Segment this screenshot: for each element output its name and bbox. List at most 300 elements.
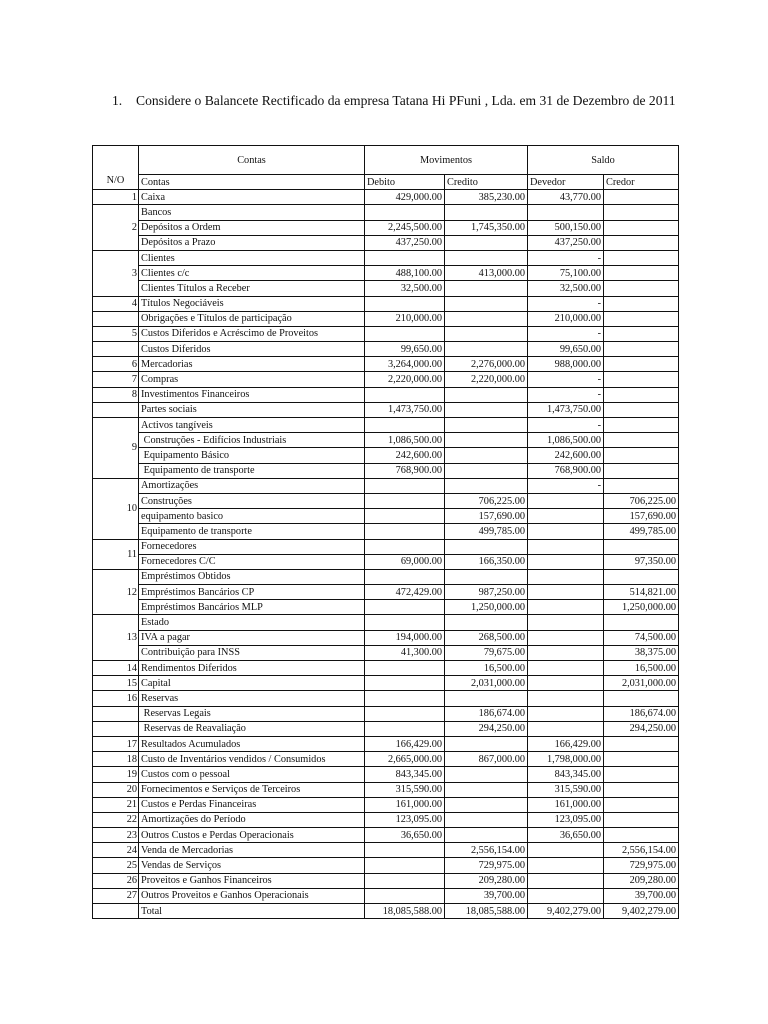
- table-row: [93, 539, 679, 554]
- table-row: [93, 797, 679, 812]
- table-row: [93, 220, 679, 235]
- credit-value: 18,085,588.00: [445, 904, 528, 919]
- debit-balance-value: 843,345.00: [528, 767, 604, 782]
- account-name: Fornecimentos e Serviços de Terceiros: [139, 782, 365, 797]
- credit-value: 2,031,000.00: [445, 676, 528, 691]
- debit-balance-value: 210,000.00: [528, 311, 604, 326]
- table-row: [93, 266, 679, 281]
- debit-value: [365, 326, 445, 341]
- credit-value: [445, 463, 528, 478]
- header-no: N/O: [93, 146, 139, 190]
- table-row: [93, 661, 679, 676]
- account-name: Venda de Mercadorias: [139, 843, 365, 858]
- debit-balance-value: 99,650.00: [528, 342, 604, 357]
- account-name: Reservas Legais: [139, 706, 365, 721]
- account-name: Compras: [139, 372, 365, 387]
- credit-value: 1,250,000.00: [445, 600, 528, 615]
- credit-value: 79,675.00: [445, 645, 528, 660]
- table-row: [93, 782, 679, 797]
- account-name: Equipamento Básico: [139, 448, 365, 463]
- account-name: Depósitos a Ordem: [139, 220, 365, 235]
- credit-value: [445, 797, 528, 812]
- credit-value: [445, 281, 528, 296]
- credit-value: 2,556,154.00: [445, 843, 528, 858]
- credit-balance-value: 97,350.00: [604, 554, 679, 569]
- debit-value: 315,590.00: [365, 782, 445, 797]
- table-row: [93, 387, 679, 402]
- table-row: [93, 250, 679, 265]
- table-row: [93, 569, 679, 584]
- row-number: 22: [93, 812, 139, 827]
- debit-value: [365, 676, 445, 691]
- credit-balance-value: [604, 463, 679, 478]
- row-number: 27: [93, 888, 139, 903]
- table-row: [93, 205, 679, 220]
- credit-balance-value: 39,700.00: [604, 888, 679, 903]
- debit-balance-value: 1,473,750.00: [528, 402, 604, 417]
- table-row: [93, 372, 679, 387]
- credit-balance-value: [604, 691, 679, 706]
- debit-balance-value: [528, 706, 604, 721]
- credit-balance-value: [604, 812, 679, 827]
- account-name: Amortizações do Período: [139, 812, 365, 827]
- debit-balance-value: [528, 524, 604, 539]
- credit-balance-value: 157,690.00: [604, 509, 679, 524]
- debit-balance-value: [528, 554, 604, 569]
- debit-value: [365, 387, 445, 402]
- credit-balance-value: [604, 220, 679, 235]
- debit-balance-value: [528, 691, 604, 706]
- debit-balance-value: [528, 509, 604, 524]
- credit-value: 166,350.00: [445, 554, 528, 569]
- row-number: 14: [93, 661, 139, 676]
- account-name: Equipamento de transporte: [139, 524, 365, 539]
- credit-value: [445, 812, 528, 827]
- debit-value: [365, 493, 445, 508]
- debit-balance-value: 242,600.00: [528, 448, 604, 463]
- credit-balance-value: 2,556,154.00: [604, 843, 679, 858]
- debit-balance-value: 123,095.00: [528, 812, 604, 827]
- credit-value: [445, 235, 528, 250]
- credit-balance-value: 16,500.00: [604, 661, 679, 676]
- credit-value: [445, 691, 528, 706]
- credit-balance-value: 499,785.00: [604, 524, 679, 539]
- account-name: Custos e Perdas Financeiras: [139, 797, 365, 812]
- table-row: [93, 706, 679, 721]
- account-name: Mercadorias: [139, 357, 365, 372]
- debit-balance-value: [528, 600, 604, 615]
- table-row: [93, 812, 679, 827]
- debit-balance-value: [528, 539, 604, 554]
- header-credor: Credor: [604, 175, 679, 190]
- account-name: Fornecedores: [139, 539, 365, 554]
- table-row: [93, 691, 679, 706]
- account-name: Estado: [139, 615, 365, 630]
- credit-balance-value: [604, 752, 679, 767]
- table-row: [93, 767, 679, 782]
- credit-balance-value: [604, 387, 679, 402]
- row-number: 17: [93, 736, 139, 751]
- table-row: [93, 342, 679, 357]
- account-name: Custos Diferidos e Acréscimo de Proveitos: [139, 326, 365, 341]
- row-number: 5: [93, 326, 139, 341]
- credit-value: [445, 615, 528, 630]
- account-name: Investimentos Financeiros: [139, 387, 365, 402]
- table-row: [93, 296, 679, 311]
- debit-value: [365, 600, 445, 615]
- header-saldo: Saldo: [528, 146, 679, 175]
- debit-value: 161,000.00: [365, 797, 445, 812]
- header-debito: Debito: [365, 175, 445, 190]
- table-row: [93, 600, 679, 615]
- debit-value: 488,100.00: [365, 266, 445, 281]
- account-name: Outros Custos e Perdas Operacionais: [139, 828, 365, 843]
- debit-value: [365, 569, 445, 584]
- debit-balance-value: 36,650.00: [528, 828, 604, 843]
- debit-value: 843,345.00: [365, 767, 445, 782]
- credit-value: 268,500.00: [445, 630, 528, 645]
- credit-value: [445, 418, 528, 433]
- credit-balance-value: [604, 569, 679, 584]
- table-row: [93, 585, 679, 600]
- account-name: Contribuição para INSS: [139, 645, 365, 660]
- credit-value: [445, 311, 528, 326]
- table-body: [93, 146, 679, 919]
- header-credito: Credito: [445, 175, 528, 190]
- debit-value: [365, 478, 445, 493]
- credit-value: [445, 782, 528, 797]
- credit-value: 16,500.00: [445, 661, 528, 676]
- table-row: [93, 433, 679, 448]
- debit-balance-value: 166,429.00: [528, 736, 604, 751]
- table-row: [93, 873, 679, 888]
- credit-balance-value: 514,821.00: [604, 585, 679, 600]
- credit-balance-value: 9,402,279.00: [604, 904, 679, 919]
- credit-balance-value: 729,975.00: [604, 858, 679, 873]
- credit-balance-value: 74,500.00: [604, 630, 679, 645]
- credit-value: 706,225.00: [445, 493, 528, 508]
- debit-balance-value: 75,100.00: [528, 266, 604, 281]
- row-number: 18: [93, 752, 139, 767]
- debit-value: 2,665,000.00: [365, 752, 445, 767]
- debit-value: [365, 706, 445, 721]
- table-row: [93, 645, 679, 660]
- debit-balance-value: [528, 569, 604, 584]
- credit-balance-value: [604, 478, 679, 493]
- account-name: Capital: [139, 676, 365, 691]
- debit-balance-value: [528, 585, 604, 600]
- credit-balance-value: [604, 433, 679, 448]
- table-row: [93, 630, 679, 645]
- debit-value: [365, 843, 445, 858]
- account-name: Total: [139, 904, 365, 919]
- account-name: Custo de Inventários vendidos / Consumidos: [139, 752, 365, 767]
- account-name: Custos Diferidos: [139, 342, 365, 357]
- table-row: [93, 326, 679, 341]
- table-row: [93, 554, 679, 569]
- credit-balance-value: [604, 190, 679, 205]
- credit-value: [445, 736, 528, 751]
- debit-value: [365, 615, 445, 630]
- row-number: 7: [93, 372, 139, 387]
- debit-balance-value: [528, 873, 604, 888]
- table-row: [93, 463, 679, 478]
- row-number: 26: [93, 873, 139, 888]
- debit-value: 472,429.00: [365, 585, 445, 600]
- credit-balance-value: [604, 418, 679, 433]
- debit-balance-value: [528, 721, 604, 736]
- credit-balance-value: [604, 615, 679, 630]
- header-devedor: Devedor: [528, 175, 604, 190]
- debit-balance-value: 315,590.00: [528, 782, 604, 797]
- credit-balance-value: [604, 372, 679, 387]
- debit-balance-value: [528, 661, 604, 676]
- account-name: Bancos: [139, 205, 365, 220]
- credit-value: 294,250.00: [445, 721, 528, 736]
- debit-value: [365, 721, 445, 736]
- credit-balance-value: 186,674.00: [604, 706, 679, 721]
- credit-balance-value: [604, 342, 679, 357]
- credit-balance-value: [604, 281, 679, 296]
- header-contas: Contas: [139, 146, 365, 175]
- debit-balance-value: 768,900.00: [528, 463, 604, 478]
- debit-value: [365, 250, 445, 265]
- debit-balance-value: 32,500.00: [528, 281, 604, 296]
- account-name: Rendimentos Diferidos: [139, 661, 365, 676]
- credit-balance-value: [604, 266, 679, 281]
- debit-value: [365, 418, 445, 433]
- credit-value: [445, 402, 528, 417]
- debit-value: [365, 691, 445, 706]
- account-name: Caixa: [139, 190, 365, 205]
- account-name: Proveitos e Ganhos Financeiros: [139, 873, 365, 888]
- row-number: 20: [93, 782, 139, 797]
- debit-balance-value: -: [528, 250, 604, 265]
- account-name: Outros Proveitos e Ganhos Operacionais: [139, 888, 365, 903]
- credit-value: 39,700.00: [445, 888, 528, 903]
- debit-value: [365, 858, 445, 873]
- credit-value: 987,250.00: [445, 585, 528, 600]
- account-name: Custos com o pessoal: [139, 767, 365, 782]
- account-name: Clientes Títulos a Receber: [139, 281, 365, 296]
- account-name: Partes sociais: [139, 402, 365, 417]
- debit-value: 166,429.00: [365, 736, 445, 751]
- trial-balance-table: [92, 145, 679, 919]
- question-number: 1.: [112, 93, 123, 108]
- debit-balance-value: 1,086,500.00: [528, 433, 604, 448]
- row-number: [93, 904, 139, 919]
- account-name: Empréstimos Bancários MLP: [139, 600, 365, 615]
- debit-balance-value: -: [528, 296, 604, 311]
- table-row: [93, 357, 679, 372]
- credit-value: [445, 828, 528, 843]
- credit-value: [445, 478, 528, 493]
- debit-balance-value: [528, 676, 604, 691]
- question: [112, 90, 682, 111]
- row-number: 25: [93, 858, 139, 873]
- debit-value: [365, 873, 445, 888]
- header-row-1: [93, 146, 679, 175]
- credit-balance-value: 209,280.00: [604, 873, 679, 888]
- credit-balance-value: [604, 296, 679, 311]
- question-text: Considere o Balancete Rectificado da empresa Tatana Hi PFuni , Lda. em 31 de Dezembro de 2011: [136, 93, 676, 108]
- table-row: [93, 524, 679, 539]
- debit-value: 242,600.00: [365, 448, 445, 463]
- table-row: [93, 828, 679, 843]
- table-row: [93, 493, 679, 508]
- credit-value: 413,000.00: [445, 266, 528, 281]
- table-row: [93, 888, 679, 903]
- row-number: 11: [93, 539, 139, 569]
- credit-balance-value: [604, 357, 679, 372]
- debit-value: 768,900.00: [365, 463, 445, 478]
- credit-value: [445, 569, 528, 584]
- table-row: [93, 478, 679, 493]
- row-number: 12: [93, 569, 139, 615]
- row-number: 21: [93, 797, 139, 812]
- row-number: 6: [93, 357, 139, 372]
- debit-value: [365, 888, 445, 903]
- debit-balance-value: 1,798,000.00: [528, 752, 604, 767]
- debit-balance-value: [528, 205, 604, 220]
- credit-value: 2,276,000.00: [445, 357, 528, 372]
- debit-value: 18,085,588.00: [365, 904, 445, 919]
- debit-value: 2,245,500.00: [365, 220, 445, 235]
- row-number: [93, 311, 139, 326]
- table-row: [93, 281, 679, 296]
- row-number: 4: [93, 296, 139, 311]
- credit-value: 1,745,350.00: [445, 220, 528, 235]
- account-name: Clientes: [139, 250, 365, 265]
- credit-balance-value: 1,250,000.00: [604, 600, 679, 615]
- debit-balance-value: [528, 843, 604, 858]
- credit-value: 867,000.00: [445, 752, 528, 767]
- debit-balance-value: 43,770.00: [528, 190, 604, 205]
- debit-balance-value: -: [528, 418, 604, 433]
- table-row: [93, 418, 679, 433]
- credit-value: 499,785.00: [445, 524, 528, 539]
- table-row: [93, 235, 679, 250]
- debit-value: 3,264,000.00: [365, 357, 445, 372]
- credit-balance-value: 2,031,000.00: [604, 676, 679, 691]
- credit-balance-value: 38,375.00: [604, 645, 679, 660]
- row-number: 1: [93, 190, 139, 205]
- debit-balance-value: [528, 858, 604, 873]
- credit-value: [445, 326, 528, 341]
- credit-balance-value: [604, 402, 679, 417]
- credit-value: [445, 539, 528, 554]
- row-number: [93, 706, 139, 721]
- debit-value: 429,000.00: [365, 190, 445, 205]
- table-row: [93, 190, 679, 205]
- row-number: 3: [93, 250, 139, 296]
- credit-balance-value: [604, 767, 679, 782]
- debit-balance-value: 9,402,279.00: [528, 904, 604, 919]
- account-name: Construções - Edifícios Industriais: [139, 433, 365, 448]
- debit-value: [365, 661, 445, 676]
- account-name: Equipamento de transporte: [139, 463, 365, 478]
- table-row: [93, 736, 679, 751]
- debit-value: 194,000.00: [365, 630, 445, 645]
- credit-balance-value: [604, 448, 679, 463]
- header-contas-sub: Contas: [139, 175, 365, 190]
- table-row: [93, 904, 679, 919]
- credit-balance-value: [604, 205, 679, 220]
- table-row: [93, 752, 679, 767]
- account-name: IVA a pagar: [139, 630, 365, 645]
- debit-balance-value: [528, 493, 604, 508]
- row-number: [93, 402, 139, 417]
- table-row: [93, 448, 679, 463]
- debit-balance-value: -: [528, 326, 604, 341]
- debit-value: [365, 539, 445, 554]
- debit-balance-value: [528, 645, 604, 660]
- credit-balance-value: [604, 782, 679, 797]
- row-number: [93, 342, 139, 357]
- header-row-2: [93, 175, 679, 190]
- debit-value: [365, 524, 445, 539]
- credit-balance-value: 294,250.00: [604, 721, 679, 736]
- account-name: Clientes c/c: [139, 266, 365, 281]
- debit-balance-value: 161,000.00: [528, 797, 604, 812]
- table-row: [93, 509, 679, 524]
- table-row: [93, 615, 679, 630]
- credit-balance-value: [604, 539, 679, 554]
- credit-value: [445, 250, 528, 265]
- row-number: 15: [93, 676, 139, 691]
- credit-value: 2,220,000.00: [445, 372, 528, 387]
- credit-value: 729,975.00: [445, 858, 528, 873]
- account-name: Resultados Acumulados: [139, 736, 365, 751]
- debit-balance-value: 437,250.00: [528, 235, 604, 250]
- row-number: 13: [93, 615, 139, 661]
- debit-value: 210,000.00: [365, 311, 445, 326]
- debit-balance-value: -: [528, 372, 604, 387]
- debit-value: 69,000.00: [365, 554, 445, 569]
- row-number: 23: [93, 828, 139, 843]
- debit-balance-value: -: [528, 387, 604, 402]
- account-name: Reservas de Reavaliação: [139, 721, 365, 736]
- credit-value: [445, 433, 528, 448]
- row-number: [93, 721, 139, 736]
- debit-balance-value: [528, 630, 604, 645]
- credit-balance-value: [604, 235, 679, 250]
- credit-balance-value: [604, 326, 679, 341]
- account-name: Títulos Negociáveis: [139, 296, 365, 311]
- account-name: Fornecedores C/C: [139, 554, 365, 569]
- debit-balance-value: [528, 888, 604, 903]
- debit-balance-value: 500,150.00: [528, 220, 604, 235]
- credit-value: 209,280.00: [445, 873, 528, 888]
- debit-balance-value: [528, 615, 604, 630]
- account-name: Amortizações: [139, 478, 365, 493]
- account-name: Vendas de Serviços: [139, 858, 365, 873]
- credit-balance-value: [604, 797, 679, 812]
- debit-balance-value: 988,000.00: [528, 357, 604, 372]
- table-row: [93, 858, 679, 873]
- credit-balance-value: [604, 250, 679, 265]
- debit-value: [365, 509, 445, 524]
- account-name: Depósitos a Prazo: [139, 235, 365, 250]
- row-number: 9: [93, 418, 139, 479]
- debit-value: 99,650.00: [365, 342, 445, 357]
- table-row: [93, 843, 679, 858]
- debit-value: 41,300.00: [365, 645, 445, 660]
- row-number: 16: [93, 691, 139, 706]
- debit-value: 437,250.00: [365, 235, 445, 250]
- account-name: Empréstimos Obtidos: [139, 569, 365, 584]
- debit-value: [365, 205, 445, 220]
